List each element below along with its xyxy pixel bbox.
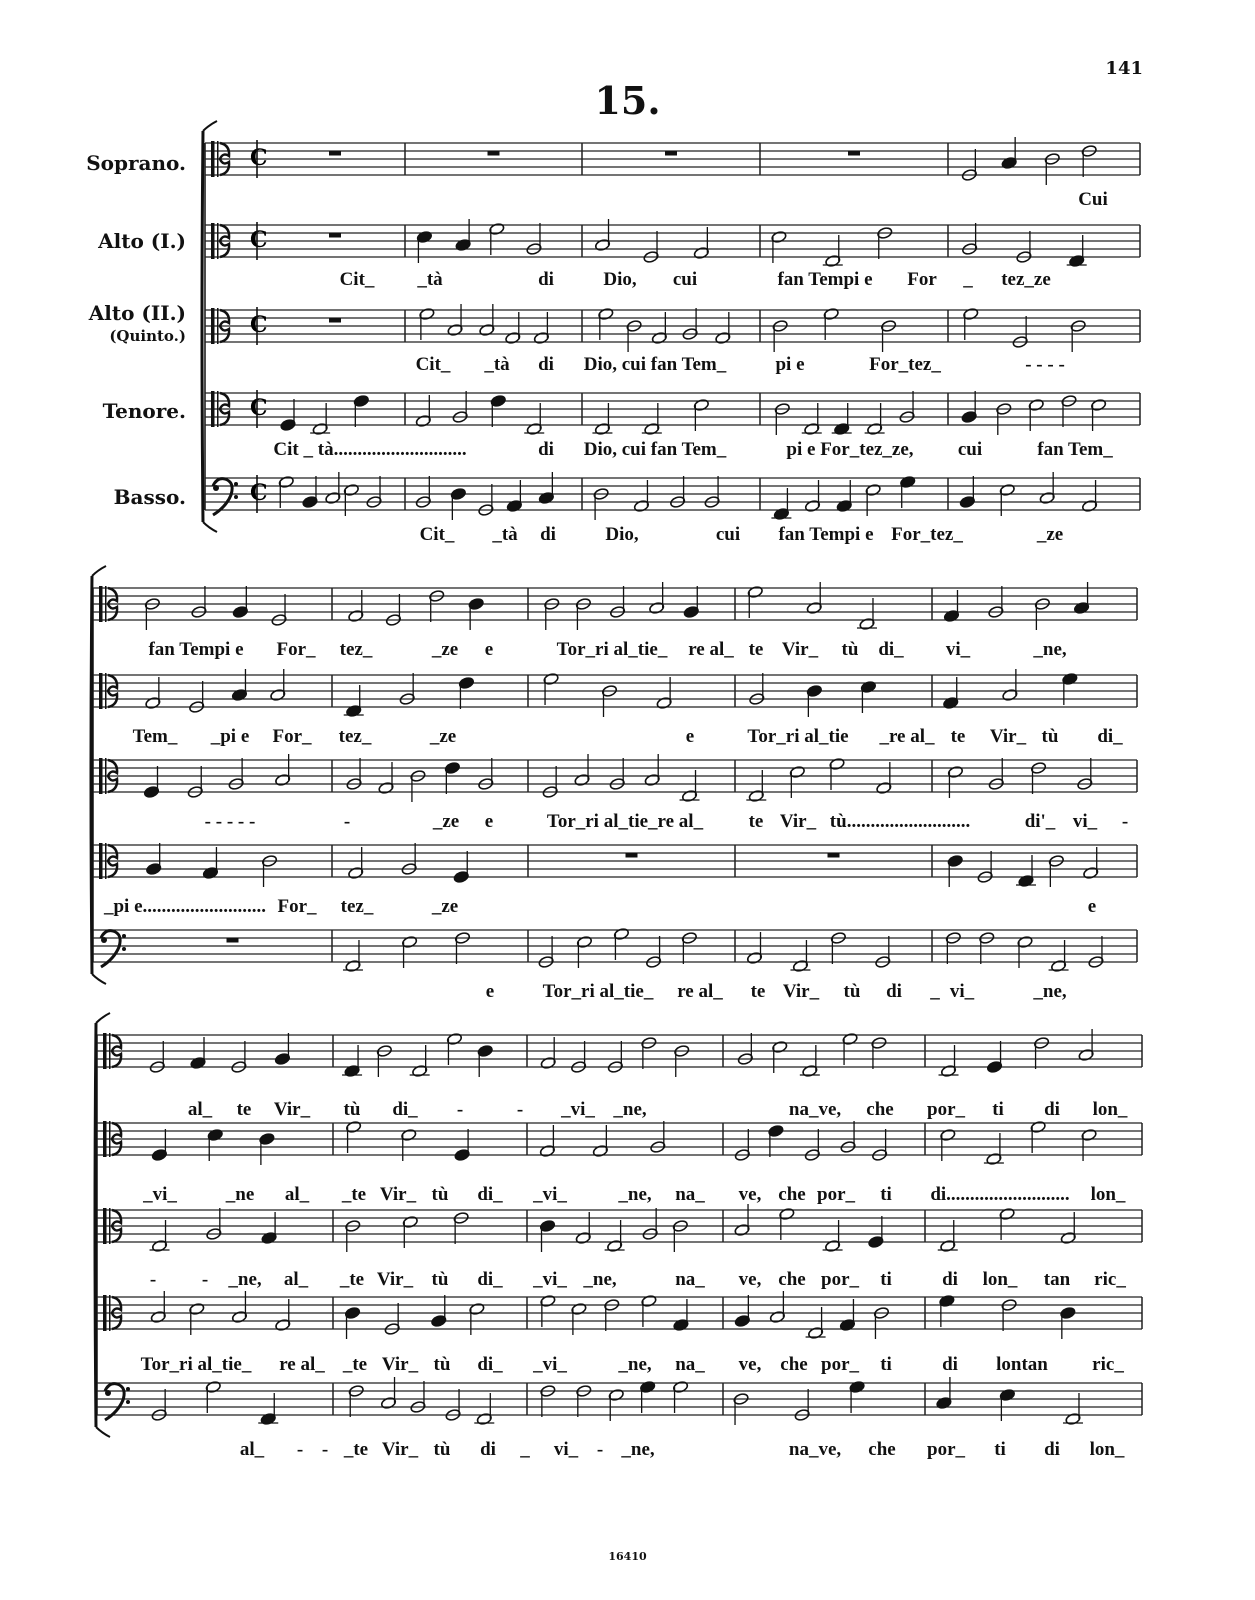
lyric-syllable: Cit_: [339, 269, 375, 290]
lyric-syllable: -: [149, 1269, 157, 1290]
c-clef-s1-v1-bar2: [217, 141, 219, 177]
lyric-syllable: al_: [187, 1099, 213, 1120]
lyric-syllable: Vir_: [381, 1439, 419, 1460]
lyric-syllable: _te: [339, 1269, 365, 1290]
lyric-syllable: di_: [477, 1184, 503, 1205]
lyric-syllable: Tor_ri al_tie_re al_: [546, 811, 704, 832]
lyric-syllable: e: [484, 639, 494, 660]
lyric-syllable: di_: [477, 1269, 503, 1290]
time-signature-v2: C: [250, 227, 268, 253]
lyric-syllable: vi_: [945, 639, 971, 660]
lyric-syllable: -: [516, 1099, 524, 1120]
lyric-syllable: _: [930, 981, 940, 1002]
lyric-syllable: _vi_: [143, 1184, 177, 1205]
c-clef-s1-v1-bar: [211, 141, 215, 177]
lyric-syllable: tez_: [339, 639, 373, 660]
lyrics-s2-v1: [148, 639, 1066, 660]
lyric-syllable: -: [296, 1439, 304, 1460]
lyric-syllable: Tor_ri al_tie_: [556, 639, 668, 660]
rest: [848, 151, 860, 156]
staff-s1-v4: [205, 393, 1140, 425]
lyric-syllable: _tà: [417, 269, 443, 290]
lyric-syllable: na_: [675, 1354, 705, 1375]
lyric-syllable: di: [1044, 1439, 1060, 1460]
lyric-syllable: _tà: [484, 354, 510, 375]
lyric-syllable: te: [750, 981, 766, 1002]
bracket-hook-top: [92, 566, 106, 576]
lyric-syllable: fan Tempi e: [778, 524, 874, 545]
lyric-syllable: di: [1044, 1099, 1060, 1120]
lyric-syllable: ric_: [1094, 1269, 1126, 1290]
piece-number: 15.: [594, 78, 661, 123]
time-signature-v5: C: [250, 480, 268, 506]
lyrics-s1-v4: [273, 439, 1113, 460]
lyric-syllable: Vir_: [376, 1269, 414, 1290]
measure-notes: [734, 1291, 889, 1340]
staff-s3-v3: [97, 1210, 1142, 1242]
lyric-syllable: vi_: [949, 981, 975, 1002]
lyric-syllable: tù: [431, 1269, 449, 1290]
lyric-syllable: For_: [277, 896, 317, 917]
time-signature-v4: C: [250, 395, 268, 421]
measure-notes: [598, 307, 731, 352]
measure-notes: [774, 391, 915, 436]
lyric-syllable: Tor_ri al_tie_: [140, 1354, 252, 1375]
lyrics-s2-v4: [103, 896, 1096, 917]
staff-s3-v4: [97, 1297, 1142, 1329]
staff-s2-v3: [93, 760, 1137, 792]
lyric-syllable: tù..........................: [829, 811, 971, 832]
lyric-syllable: al_: [239, 1439, 265, 1460]
lyric-syllable: na_ve,: [788, 1439, 842, 1460]
lyric-syllable: Tor_ri al_tie_: [542, 981, 654, 1002]
c-clef-s2-v3-bar2: [105, 758, 107, 794]
measure-notes: [943, 582, 1089, 630]
lyric-syllable: _ne,: [1033, 981, 1067, 1002]
staff-s1-v2: [205, 225, 1140, 257]
lyric-syllable: ve,: [738, 1354, 762, 1375]
measure-notes: [961, 137, 1097, 185]
lyric-syllable: Cit_: [415, 354, 451, 375]
lyric-syllable: di..........................: [930, 1184, 1070, 1205]
lyric-syllable: Vir_: [779, 811, 817, 832]
measure-notes: [771, 475, 915, 520]
measure-notes: [593, 476, 720, 520]
lyric-syllable: lon_: [1089, 1439, 1125, 1460]
lyric-syllable: ve,: [738, 1269, 762, 1290]
lyric-syllable: lon_: [1092, 1099, 1128, 1120]
lyric-syllable: _ze: [429, 726, 457, 747]
c-clef-s3-v2-bar2: [109, 1121, 111, 1157]
lyric-syllable: ti: [994, 1439, 1006, 1460]
measure-notes: [415, 472, 554, 520]
lyric-syllable: - - - -: [1025, 354, 1065, 375]
lyric-syllable: pi e: [775, 354, 805, 375]
c-clef-s3-v4-bar: [103, 1295, 107, 1331]
lyric-syllable: na_ve,: [788, 1099, 842, 1120]
c-clef-s3-v3-bar: [103, 1208, 107, 1244]
measure-notes: [344, 673, 475, 718]
measure-notes: [733, 1380, 865, 1425]
measure-notes: [746, 757, 892, 802]
lyric-syllable: -: [321, 1439, 329, 1460]
c-clef-s3-v4-bar2: [109, 1295, 111, 1331]
lyric-syllable: por_: [821, 1269, 859, 1290]
lyric-syllable: ti: [880, 1269, 892, 1290]
lyric-syllable: _: [520, 1439, 530, 1460]
bracket-hook-bottom: [203, 522, 217, 532]
c-clef-s2-v1-bar: [99, 586, 103, 622]
lyric-syllable: _ze: [431, 896, 459, 917]
rest: [828, 853, 840, 858]
staff-s1-v3: [205, 310, 1140, 342]
lyric-syllable: di: [538, 354, 554, 375]
lyrics-s1-v2: [340, 269, 1051, 290]
lyric-syllable: Cit_: [419, 524, 455, 545]
rest: [329, 318, 341, 323]
bracket-hook-top: [203, 121, 217, 131]
measure-notes: [938, 1207, 1077, 1252]
measure-notes: [747, 582, 877, 631]
lyric-syllable: _te: [342, 1354, 368, 1375]
measure-notes: [737, 1032, 887, 1077]
c-clef-s3-v2-bar: [103, 1121, 107, 1157]
lyric-syllable: te: [748, 639, 764, 660]
lyric-syllable: cui: [672, 269, 698, 290]
lyric-syllable: ti: [992, 1099, 1004, 1120]
lyric-syllable: ti: [880, 1354, 892, 1375]
system-bracket: [202, 131, 203, 522]
lyric-syllable: lon_: [982, 1269, 1018, 1290]
f-clef-s2-dot: [101, 937, 107, 943]
lyric-syllable: che: [778, 1184, 806, 1205]
time-signature-v1: C: [250, 145, 268, 171]
lyric-syllable: _: [963, 269, 973, 290]
measure-notes: [539, 1208, 688, 1253]
lyric-syllable: For_: [272, 726, 312, 747]
lyrics-s1-v1: [1078, 189, 1108, 210]
lyric-syllable: Vir_: [273, 1099, 311, 1120]
lyric-syllable: lon_: [1090, 1184, 1126, 1205]
lyric-syllable: Vir_: [781, 639, 819, 660]
measure-notes: [342, 1032, 493, 1077]
lyric-syllable: Tor_ri al_tie: [747, 726, 849, 747]
lyric-syllable: Dio,: [603, 269, 637, 290]
c-clef-s2-v2-bar2: [105, 673, 107, 709]
lyric-syllable: tez_: [338, 726, 372, 747]
system-3: [95, 1013, 1142, 1460]
lyric-syllable: tù: [431, 1184, 449, 1205]
lyric-syllable: na_: [675, 1269, 705, 1290]
lyric-syllable: -: [1121, 811, 1129, 832]
measure-notes: [544, 582, 700, 630]
lyrics-s3-v5: [240, 1439, 1125, 1460]
lyric-syllable: che: [780, 1354, 808, 1375]
staff-s3-v2: [97, 1123, 1142, 1155]
lyric-syllable: _ne,: [613, 1099, 647, 1120]
lyric-syllable: tù: [1041, 726, 1059, 747]
lyric-syllable: For_: [276, 639, 316, 660]
lyrics-s3-v2: [142, 1184, 1126, 1205]
lyric-syllable: ve,: [738, 1184, 762, 1205]
lyric-syllable: di: [538, 269, 554, 290]
rest: [329, 233, 341, 238]
lyric-syllable: re al_: [677, 981, 723, 1002]
lyric-syllable: _ne,: [621, 1439, 655, 1460]
c-clef-s2-v3-bar: [99, 758, 103, 794]
c-clef-s1-v4-bar2: [217, 391, 219, 427]
lyric-syllable: _vi_: [533, 1184, 567, 1205]
lyrics-s1-v3: [416, 354, 1065, 375]
measure-notes: [940, 1120, 1097, 1165]
lyric-syllable: _re al_: [879, 726, 935, 747]
lyric-syllable: Vir_: [381, 1354, 419, 1375]
lyric-syllable: _ne,: [1033, 639, 1067, 660]
c-clef-s2-v1-bar2: [105, 586, 107, 622]
rest: [665, 151, 677, 156]
lyric-syllable: di'_: [1024, 811, 1056, 832]
lyric-syllable: che: [868, 1439, 896, 1460]
measure-notes: [734, 1204, 884, 1253]
lyric-syllable: por_: [817, 1184, 855, 1205]
lyric-syllable: _ne: [225, 1184, 255, 1205]
bracket-hook-top: [96, 1013, 110, 1023]
lyrics-s2-v5: [486, 981, 1067, 1002]
c-clef-s2-v2-bar: [99, 673, 103, 709]
lyric-syllable: fan Tempi e: [148, 639, 244, 660]
lyric-syllable: te: [950, 726, 966, 747]
c-clef-s2-v4-bar: [99, 843, 103, 879]
plate-number: 16410: [608, 1550, 647, 1563]
voice-label-alto2: Alto (II.): [88, 301, 186, 325]
lyrics-s2-v3: [205, 811, 1128, 832]
lyric-syllable: tù: [433, 1439, 451, 1460]
lyric-syllable: Vir_: [989, 726, 1027, 747]
lyrics-s3-v1: [188, 1099, 1128, 1120]
rest: [227, 938, 239, 943]
lyrics-s3-v3: [150, 1269, 1126, 1290]
measure-notes: [936, 1377, 1083, 1426]
lyric-syllable: di: [886, 981, 902, 1002]
lyric-syllable: che: [866, 1099, 894, 1120]
system-1: [202, 121, 1140, 545]
lyric-syllable: re al_: [688, 639, 734, 660]
lyric-syllable: pi e For_tez_ze,: [786, 439, 914, 460]
lyric-syllable: e: [685, 726, 695, 747]
lyric-syllable: Tem_: [132, 726, 178, 747]
lyric-syllable: di: [538, 439, 554, 460]
lyric-syllable: Dio, cui fan Tem_: [583, 439, 727, 460]
system-bracket: [95, 1023, 96, 1427]
c-clef-s3-v1-bar2: [109, 1033, 111, 1069]
measure-notes: [962, 223, 1087, 268]
measure-notes: [415, 391, 544, 436]
lyric-syllable: e: [485, 981, 495, 1002]
measure-notes: [346, 758, 494, 802]
voice-label-tenor: Tenore.: [102, 399, 186, 423]
lyric-syllable: _te: [343, 1439, 369, 1460]
lyric-syllable: vi_: [553, 1439, 579, 1460]
lyric-syllable: fan Tem_: [1037, 439, 1113, 460]
lyric-syllable: tan: [1043, 1269, 1071, 1290]
lyric-syllable: tù: [841, 639, 859, 660]
voice-label-bass: Basso.: [113, 485, 186, 509]
c-clef-s1-v4-bar: [211, 391, 215, 427]
c-clef-s2-v4-bar2: [105, 843, 107, 879]
lyric-syllable: por_: [927, 1439, 965, 1460]
lyric-syllable: -: [201, 1269, 209, 1290]
lyric-syllable: di_: [392, 1099, 418, 1120]
lyric-syllable: _ne,: [618, 1354, 652, 1375]
measure-notes: [344, 1295, 485, 1339]
measure-notes: [542, 754, 699, 803]
lyric-syllable: For_tez_: [869, 354, 941, 375]
lyric-syllable: For: [907, 269, 937, 290]
measure-notes: [543, 672, 672, 717]
f-clef-s1-dot-b: [234, 495, 238, 499]
lyric-syllable: _vi_: [533, 1269, 567, 1290]
measure-notes: [939, 1029, 1095, 1078]
measure-notes: [150, 1208, 278, 1253]
rest: [626, 853, 638, 858]
lyric-syllable: che: [778, 1269, 806, 1290]
measure-notes: [146, 843, 278, 887]
lyric-syllable: _vi_: [533, 1354, 567, 1375]
measure-notes: [961, 391, 1107, 435]
lyric-syllable: _ze: [431, 639, 459, 660]
lyric-syllable: fan Tempi e: [777, 269, 873, 290]
lyric-syllable: tù: [843, 981, 861, 1002]
lyric-syllable: -: [343, 811, 351, 832]
lyric-syllable: Cit _ tà............................: [273, 439, 467, 460]
lyric-syllable: di_: [1097, 726, 1123, 747]
lyric-syllable: di_: [878, 639, 904, 660]
lyric-syllable: tù: [433, 1354, 451, 1375]
lyric-syllable: e: [484, 811, 494, 832]
lyric-syllable: -: [456, 1099, 464, 1120]
lyric-syllable: - - - - -: [204, 811, 256, 832]
lyric-syllable: _ne,: [583, 1269, 617, 1290]
staff-s1-v1: [205, 143, 1140, 175]
lyric-syllable: _ze: [432, 811, 460, 832]
lyric-syllable: Vir_: [379, 1184, 417, 1205]
lyrics-s2-v2: [133, 726, 1124, 747]
system-bracket: [91, 576, 92, 974]
lyric-syllable: _vi_: [561, 1099, 595, 1120]
c-clef-s1-v3-bar2: [217, 308, 219, 344]
lyric-syllable: al_: [283, 1269, 309, 1290]
lyric-syllable: Vir_: [782, 981, 820, 1002]
lyric-syllable: vi_: [1072, 811, 1098, 832]
lyrics-s1-v5: [420, 524, 1064, 545]
measure-notes: [151, 1380, 278, 1425]
lyric-syllable: _te: [341, 1184, 367, 1205]
lyric-syllable: ric_: [1092, 1354, 1124, 1375]
staff-s2-v4: [93, 845, 1137, 877]
bracket-hook-bottom: [92, 974, 106, 984]
lyric-syllable: por_: [927, 1099, 965, 1120]
lyric-syllable: _pi e: [210, 726, 250, 747]
lyric-syllable: di: [942, 1269, 958, 1290]
lyric-syllable: tez_ze: [1001, 269, 1051, 290]
lyric-syllable: di_: [477, 1354, 503, 1375]
measure-notes: [749, 673, 877, 717]
c-clef-s3-v3-bar2: [109, 1208, 111, 1244]
lyric-syllable: Dio, cui fan Tem_: [583, 354, 727, 375]
lyric-syllable: _ne,: [228, 1269, 262, 1290]
lyric-syllable: por_: [821, 1354, 859, 1375]
c-clef-s1-v2-bar: [211, 223, 215, 259]
staff-s2-v1: [93, 588, 1137, 620]
lyric-syllable: ti: [880, 1184, 892, 1205]
c-clef-s3-v1-bar: [103, 1033, 107, 1069]
lyric-syllable: Dio,: [605, 524, 639, 545]
lyric-syllable: di: [480, 1439, 496, 1460]
lyric-syllable: re al_: [279, 1354, 325, 1375]
lyric-syllable: te: [236, 1099, 252, 1120]
rest: [329, 151, 341, 156]
f-clef-s3-dot: [105, 1390, 111, 1396]
lyric-syllable: cui: [715, 524, 741, 545]
voice-label-alto2-sub: (Quinto.): [109, 327, 186, 345]
lyric-syllable: Cui: [1078, 189, 1108, 210]
page-number: 141: [1105, 58, 1143, 79]
rest: [488, 151, 500, 156]
lyric-syllable: e: [1087, 896, 1097, 917]
lyric-syllable: tù: [343, 1099, 361, 1120]
f-clef-s2-dot-a: [122, 934, 126, 938]
lyric-syllable: cui: [957, 439, 983, 460]
lyric-syllable: For_tez_: [891, 524, 963, 545]
f-clef-s1-dot: [213, 485, 219, 491]
c-clef-s1-v3-bar: [211, 308, 215, 344]
c-clef-s1-v2-bar2: [217, 223, 219, 259]
lyric-syllable: _ze: [1036, 524, 1064, 545]
staff-s2-v2: [93, 675, 1137, 707]
f-clef-s1-dot-a: [234, 482, 238, 486]
f-clef-s3-dot-b: [126, 1400, 130, 1404]
lyric-syllable: di: [540, 524, 556, 545]
time-signature-v3: C: [250, 312, 268, 338]
lyric-syllable: _ne,: [618, 1184, 652, 1205]
lyric-syllable: _pi e..........................: [103, 896, 267, 917]
lyric-syllable: -: [596, 1439, 604, 1460]
lyric-syllable: na_: [675, 1184, 705, 1205]
lyric-syllable: _tà: [492, 524, 518, 545]
lyric-syllable: di: [942, 1354, 958, 1375]
voice-label-soprano: Soprano.: [86, 151, 186, 175]
measure-notes: [772, 307, 897, 352]
measure-notes: [144, 586, 287, 630]
lyric-syllable: lontan: [996, 1354, 1048, 1375]
lyrics-s3-v4: [141, 1354, 1125, 1375]
lyric-syllable: al_: [284, 1184, 310, 1205]
f-clef-s3-dot-a: [126, 1387, 130, 1391]
measure-notes: [348, 1377, 494, 1426]
voice-label-alto1: Alto (I.): [98, 229, 186, 253]
lyric-syllable: tez_: [340, 896, 374, 917]
measure-notes: [939, 1294, 1076, 1339]
measure-notes: [963, 307, 1087, 352]
bracket-hook-bottom: [96, 1427, 110, 1437]
f-clef-s2-dot-b: [122, 947, 126, 951]
lyric-syllable: te: [748, 811, 764, 832]
